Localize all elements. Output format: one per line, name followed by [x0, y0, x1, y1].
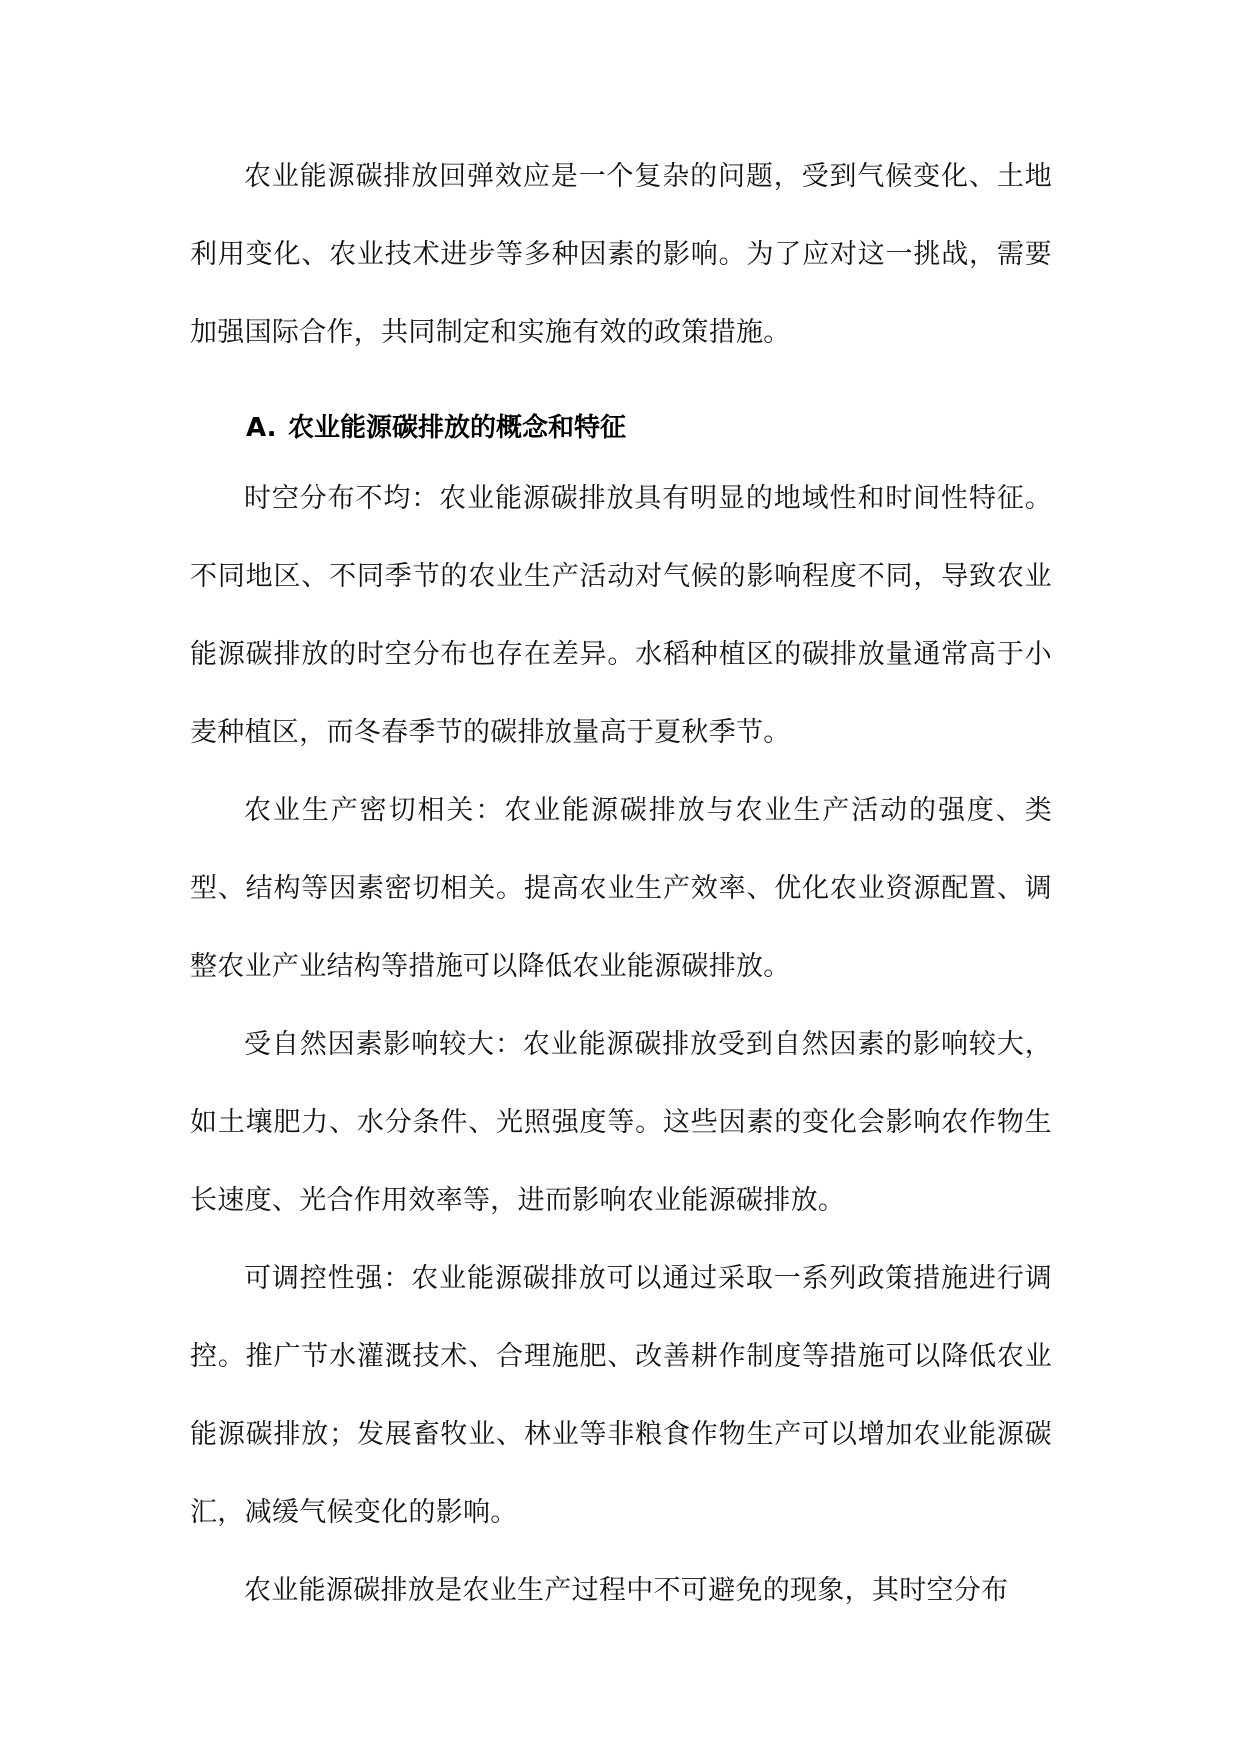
intro-paragraph: 农业能源碳排放回弹效应是一个复杂的问题，受到气候变化、土地利用变化、农业技术进步等多种因素的影响。为了应对这一挑战，需要加强国际合作，共同制定和实施有效的政策措施。 [190, 161, 1052, 348]
paragraph-production: 农业生产密切相关：农业能源碳排放与农业生产活动的强度、类型、结构等因素密切相关。提高农业生产效率、优化农业资源配置、调整农业产业结构等措施可以降低农业能源碳排放。 [190, 795, 1052, 982]
paragraph-controllability: 可调控性强：农业能源碳排放可以通过采取一系列政策措施进行调控。推广节水灌溉技术、合理施肥、改善耕作制度等措施可以降低农业能源碳排放；发展畜牧业、林业等非粮食作物生产可以增加农业能源碳汇，减缓气候变化的影响。 [190, 1263, 1052, 1528]
paragraph-conclusion: 农业能源碳排放是农业生产过程中不可避免的现象，其时空分布 [244, 1575, 1009, 1606]
section-heading [190, 396, 1052, 460]
section-title: 农业能源碳排放的概念和特征 [288, 413, 627, 443]
paragraph-natural-factors: 受自然因素影响较大：农业能源碳排放受到自然因素的影响较大，如土壤肥力、水分条件、光照强度等。这些因素的变化会影响农作物生长速度、光合作用效率等，进而影响农业能源碳排放。 [190, 1029, 1052, 1216]
document-body [190, 138, 1052, 1630]
paragraph-spatiotemporal: 时空分布不均：农业能源碳排放具有明显的地域性和时间性特征。不同地区、不同季节的农业生产活动对气候的影响程度不同，导致农业能源碳排放的时空分布也存在差异。水稻种植区的碳排放量通常高于小麦种植区，而冬春季节的碳排放量高于夏秋季节。 [190, 483, 1052, 748]
section-number: A. [246, 413, 277, 443]
